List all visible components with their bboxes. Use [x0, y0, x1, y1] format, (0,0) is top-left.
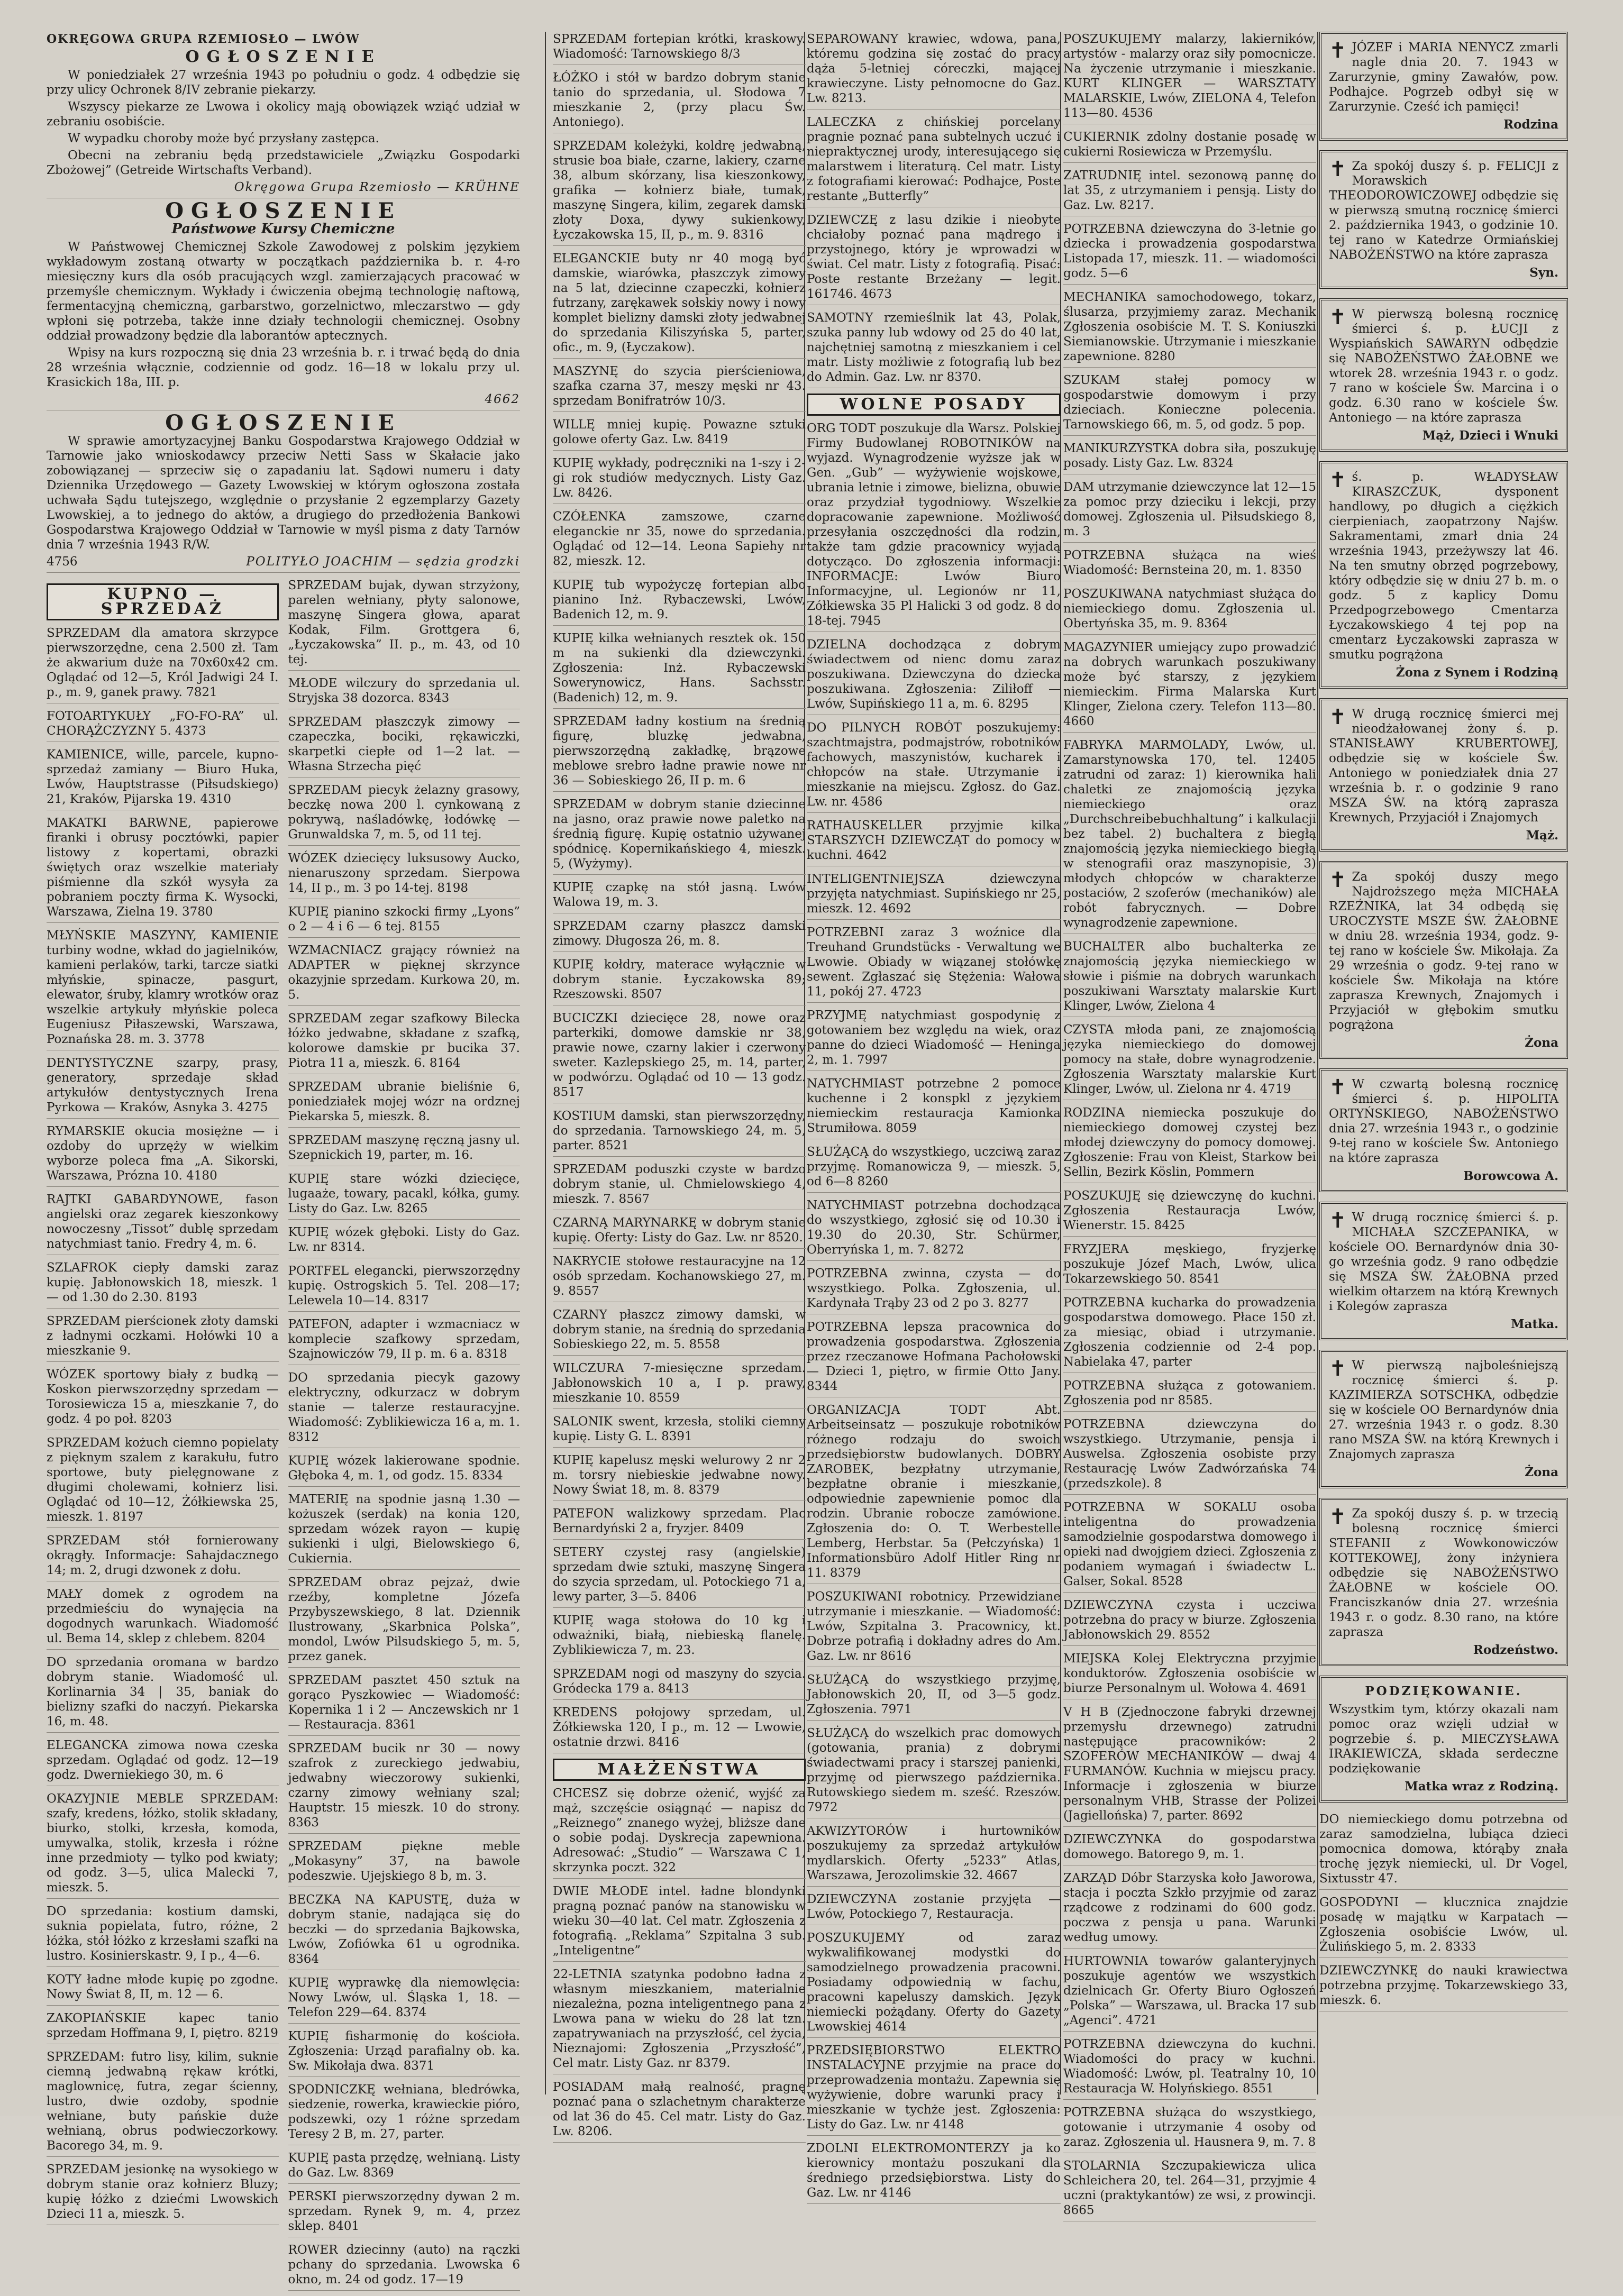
classified-ad: MASZYNĘ do szycia pierścieniowa, szafka czarna 37, meszy męski nr 43. sprzedam Bonifratrów 10/3. — [553, 364, 806, 412]
notice-signature: POLITYŁO JOACHIM — sędzia grodzki — [246, 555, 520, 569]
classified-ad: KUPIĘ wózek głęboki. Listy do Gaz. Lw. nr 8314. — [288, 1225, 521, 1258]
classified-ad: RATHAUSKELLER przyjmie kilka STARSZYCH DZIEWCZĄT do pomocy w kuchni. 4642 — [807, 818, 1061, 866]
classified-ad: ZATRUDNIĘ intel. sezonową pannę do lat 35, z utrzymaniem i pensją. Listy do Gaz. Lw. 8217. — [1063, 168, 1316, 216]
classified-ad: DZIEWCZYNA czysta i uczciwa potrzebna do pracy w biurze. Zgłoszenia Jabłonowskich 29. 8552 — [1063, 1598, 1316, 1646]
classified-ad: DENTYSTYCZNE szarpy, prasy, generatory, sprzedaje skład artykułów dentystycznych Irena Pyrkowa — Kraków, Asnyka 3. 4275 — [47, 1056, 279, 1119]
notice-number: 4756 — [47, 555, 78, 569]
notice-text: W poniedziałek 27 września 1943 po południu o godz. 4 odbędzie się przy ulicy Ochronek 8/IV zebranie piekarzy. — [47, 68, 520, 97]
obituary-text: W czwartą bolesną rocznicę śmierci ś. p. HIPOLITA ORTYŃSKIEGO, NABOŻEŃSTWO dnia 27. września 1943 r., o godzinie 9-tej rano w kościele Św. Antoniego na które zaprasza — [1329, 1077, 1558, 1165]
classified-ad: POTRZEBNA zwinna, czysta — do wszystkiego. Polka. Zgłoszenia, ul. Kardynała Trąby 23 od 2 po 3. 8277 — [807, 1266, 1061, 1314]
section-heading: WOLNE POSADY — [807, 394, 1061, 416]
classified-right — [288, 578, 521, 2296]
classified-ad: KUPIĘ pasta przędzę, wełnianą. Listy do Gaz. Lw. 8369 — [288, 2151, 521, 2184]
classified-ad: WILCZURA 7-miesięczne sprzedam. Jabłonowskich 10 a, I p. prawy, mieszkanie 10. 8559 — [553, 1361, 806, 1409]
column-rule — [545, 32, 546, 2094]
classified-list — [553, 1786, 806, 2143]
classified-ad: POTRZEBNA kucharka do prowadzenia gospodarstwa domowego. Płace 150 zł. za miesiąc, obiad i utrzymanie. Zgłoszenia codziennie od 2-4 pop. Nabielaka 47, parter — [1063, 1295, 1316, 1373]
classified-ad: FABRYKA MARMOLADY, Lwów, ul. Zamarstynowska 170, tel. 12405 zatrudni od zaraz: 1) kierownika hali chaletki ze znajomością języka niemieckiego oraz „Durchschreibebuchhaltung” i kalkulacji bez tabel. 2) buchaltera z biegłą znajomością języka niemieckiego biegłą w stenografii oraz maszynopisie, 3) młodych chłopców w charakterze postaciów, 2 szoferów (mechaników) ale robót fabrycznych. — Dobre wynagrodzenie zapewnione. — [1063, 738, 1316, 934]
notice-text: W sprawie amortyzacyjnej Banku Gospodarstwa Krajowego Oddział w Tarnowie jako wnioskodawcy przeciw Netti Sass w Skałacie jako zobowiązanej — sprzeciw się o zapadaniu lat. Sądowi numeru i daty Dziennika Urzędowego — Gazety Lwowskiej w którym ogłoszona została uchwała Sądu tutejszego, względnie o przysłanie 2 egzemplarzy Gazety Lwowskiej, a to jednego do aktów, a drugiego do przedłożenia Bankowi Gospodarstwa Krajowego Oddział w Tarnowie w myśl pisma z daty Tarnów dnia 7 września 1943 R/W. — [47, 434, 520, 552]
classified-ad: SPRZEDAM dla amatora skrzypce pierwszorzędne, cena 2.500 zł. Tam że akwarium duże na 70x60x42 cm. Oglądać od 12—5, Król Jadwigi 24 I. p., m. 9, ganek prawy. 7821 — [47, 626, 279, 703]
obituary-text: Za spokój duszy ś. p. w trzecią bolesną rocznicę śmierci STEFANII z Wowkonowiczów KOTTEKOWEJ, żony inżyniera odbędzie się NABOŻEŃSTWO ŻAŁOBNE w kościele OO. Franciszkanów dnia 27. września 1943 r. o godz. 8.30 rano, na które zaprasza — [1329, 1507, 1558, 1639]
classified-ad: KUPIĘ kołdry, materace wyłącznie w dobrym stanie. Łyczakowska 89; Rzeszowski. 8507 — [553, 957, 806, 1005]
classified-ad: DAM utrzymanie dziewczynce lat 12—15 za pomoc przy dzieciku i lekcji, przy domowej. Zgłoszenia ul. Piłsudskiego 8, m. 3 — [1063, 480, 1316, 543]
obituary-signature: Mąż, Dzieci i Wnuki — [1422, 428, 1558, 443]
classified-ad: DO sprzedania oromana w bardzo dobrym stanie. Wiadomość ul. Korlinarnia 34 | 35, baniak do bielizny szafki do naczyń. Piekarska 16, m. 48. — [47, 1655, 279, 1733]
classified-ad: RYMARSKIE okucia mosiężne — i ozdoby do uprzęży w wielkim wyborze poleca fma „A. Sikorski, Warszawa, Prózna 10. 4180 — [47, 1124, 279, 1187]
classified-ad: KUPIĘ kilka wełnianych resztek ok. 150 m na sukienki dla dziewczynki. Zgłoszenia: Inż. Rybaczewski Sowerynowicz, Hans. Sachsstr. (Badenich) 12, m. 9. — [553, 631, 806, 709]
classified-ad: SPRZEDAM czarny płaszcz damski zimowy. Długosza 26, m. 8. — [553, 919, 806, 952]
classified-ad: KOTY ładne młode kupię po zgodne. Nowy Świat 8, II, m. 12 — 6. — [47, 1972, 279, 2006]
classified-ad: MECHANIKA samochodowego, tokarz, ślusarza, przyjmiemy zaraz. Mechanik Zgłoszenia osobiście M. T. S. Koniuszki Siemianowskie. Utrzymanie i mieszkanie zapewnione. 8280 — [1063, 290, 1316, 368]
classified-ad: POTRZEBNA W SOKALU osoba inteligentna do prowadzenia samodzielnie gospodarstwa domowego i opieki nad dwojgiem dzieci. Zgłoszenia z podaniem wymagań i świadectw L. Galser, Sokal. 8528 — [1063, 1500, 1316, 1593]
classified-ad: SPRZEDAM obraz pejzaż, dwie rzeźby, kompletne Józefa Przybyszewskiego, 8 lat. Dziennik Ilustrowany, „Skarbnica Polska”, mondol, Lwów Pilsudskiego 5, m. 5, przez ganek. — [288, 1575, 521, 1668]
classified-ad: WZMACNIACZ grający również na ADAPTER w pięknej skrzynce okazyjnie sprzedam. Kurkowa 20, m. 5. — [288, 943, 521, 1006]
classified-subcolumns — [47, 578, 520, 2296]
classified-ad: WÓZEK sportowy biały z budką — Koskon pierwszorzędny sprzedam — Torosiewicza 15 a, mieszkanie 7, do godz. 4 po poł. 8203 — [47, 1367, 279, 1430]
classified-ad: SZLAFROK ciepły damski zaraz kupię. Jabłonowskich 18, mieszk. 1 — od 1.30 do 2.30. 8193 — [47, 1260, 279, 1309]
obituary — [1319, 461, 1568, 689]
cross-icon: ✝ — [1329, 1075, 1347, 1100]
classified-ad: ORGANIZACJA TODT Abt. Arbeitseinsatz — poszukuje robotników różnego rodzaju do swoich przedsiębiorstw budowlanych. DOBRY ZAROBEK, bezpłatny utrzymanie, bezpłatne obranie i mieszkanie, odpowiednie zapewnienie pomoc dla rodzin. Ubranie robocze zamówione. Zgłoszenia do: O. T. Werbestelle Lemberg, Herbstar. 5a (Pełczyńska) 1 Informationsbüro Adolf Hitler Ring nr 11. 8379 — [807, 1403, 1061, 1584]
classified-ad: POSZUKIWANI robotnicy. Przewidziane utrzymanie i mieszkanie. — Wiadomość: Lwów, Szpitalna 3. Pracownicy, kt. Dobrze potrafią i dokładny adres do Am. Gaz. Lw. nr 8616 — [807, 1589, 1061, 1667]
obituary-signature: Rodzeństwo. — [1473, 1643, 1558, 1657]
cross-icon: ✝ — [1329, 1505, 1347, 1529]
classified-ad: PATEFON walizkowy sprzedam. Plac Bernardyński 2 a, fryzjer. 8409 — [553, 1506, 806, 1540]
obituary-text: W pierwszą najboleśniejszą rocznicę śmierci ś. p. KAZIMIERZA SOTSCHKA, odbędzie się w kościele OO Bernardynów dnia 27. września 1943 r. o godz. 8.30 rano MSZA ŚW. na którą Krewnych i Znajomych zaprasza — [1329, 1359, 1558, 1461]
notice-title: OGŁOSZENIE — [165, 198, 402, 223]
classified-ad: BECZKA NA KAPUSTĘ, duża w dobrym stanie, nadająca się do beczki — do sprzedania Bajkowska, Lwów, Zofiówka 61 u ogrodnika. 8364 — [288, 1892, 521, 1970]
classified-ad: POTRZEBNA służąca do wszystkiego, gotowanie i utrzymanie 4 osoby od zaraz. Zgłoszenia ul. Hausnera 9, m. 7. 8 — [1063, 2105, 1316, 2153]
classified-ad: KAMIENICE, wille, parcele, kupno-sprzedaż zamiany — Biuro Huka, Lwów, Hauptstrasse (Piłsudskiego) 21, Kraków, Pijarska 19. 4310 — [47, 747, 279, 810]
classified-ad: MŁYŃSKIE MASZYNY, KAMIENIE turbiny wodne, wkład do jagielników, kamieni perlaków, tarki, tarcze siatki młyńskie, spinacze, pasgurt, elewator, śruby, klamry wrotków oraz wszelkie artykuły młyńskie poleca Eugeniusz Piłaszewski, Warszawa, Poznańska 28. m. 3. 3778 — [47, 928, 279, 1050]
classified-ad: DO sprzedania: kostium damski, suknia popielata, futro, różne, 2 łóżka, stół łóżko z krzesłami szafki na lustro. Kosinierskastr. 9, I p., 4—6. — [47, 1904, 279, 1967]
classified-ad: SPRZEDAM kożuch ciemno popielaty z pięknym szalem z karakułu, futro sportowe, buty pielęgnowane z długimi cholewami, kołnierz lisi. Oglądać od 10—12, Żółkiewska 25, mieszk. 1. 8197 — [47, 1435, 279, 1528]
classified-list — [807, 421, 1061, 2204]
classified-ad: ROWER dziecinny (auto) na rączki pchany do sprzedania. Lwowska 6 okno, m. 24 od godz. 17—19 — [288, 2243, 521, 2291]
classified-ad: WILLĘ mniej kupię. Powazne sztuki golowe oferty Gaz. Lw. 8419 — [553, 417, 806, 451]
classified-ad: KUPIĘ kapelusz męski welurowy 2 nr 2 m. torsry niebieskie jedwabne nowy. Nowy Świat 18, m. 8. 8379 — [553, 1453, 806, 1501]
classified-list — [47, 626, 279, 2225]
classified-left — [47, 578, 279, 2296]
classified-list — [553, 32, 806, 1753]
classified-ad: CZYSTA młoda pani, ze znajomością języka niemieckiego do domowej pomocy na stałe, dobre wynagrodzenie. Zgłoszenia Warsztaty malarskie Kurt Klinger, Lwów, ul. Zielona nr 4. 4719 — [1063, 1022, 1316, 1100]
cross-icon: ✝ — [1329, 468, 1347, 492]
notice-text: W Państwowej Chemicznej Szkole Zawodowej z polskim językiem wykładowym zostaną otwarty w początkach października b. r. 4-ro miesięczny kurs dla osób pracujących wzgl. zamierzających pracować w przemyśle chemicznym. Wykłady i ćwiczenia obejmą technologię naftową, fermentacyjną chemiczną, garbarstwo, gorzelnictwo, mleczarstwo — gdy wpłoni się potrzeba, także inne działy technologii chemicznej. Osobny oddział prowadzony będzie dla laborantów aptecznych. — [47, 240, 520, 343]
classified-ad: KUPIĘ stare wózki dziecięce, lugaaże, towary, pacakl, kółka, gumy. Listy do Gaz. Lw. 8265 — [288, 1172, 521, 1220]
cross-icon: ✝ — [1329, 1357, 1347, 1381]
classified-ad: ZAKOPIAŃSKIE kapec tanio sprzedam Hoffmana 9, I, piętro. 8219 — [47, 2011, 279, 2044]
obituary — [1319, 1350, 1568, 1488]
obituary — [1319, 698, 1568, 852]
classified-ad: SPRZEDAM bujak, dywan strzyżony, parelen wełniany, płyty salonowe, maszynę Singera głowa, aparat Kodak, Film. Grottgera 6, „Łyczakowska” II. p., m. 43, od 10 tej. — [288, 578, 521, 671]
classified-ad: DWIE MŁODE intel. ładne blondynki pragną poznać panów na stanowisku w wieku 30—40 lat. Cel matr. Zgłoszenia z fotografią. „Reklama” Szpitalna 3 sub. „Inteligentne” — [553, 1884, 806, 1962]
obituary-signature: Matka. — [1511, 1317, 1558, 1331]
thanks-signature: Matka wraz z Rodziną. — [1405, 1779, 1558, 1794]
obituary-text: ś. p. WŁADYSŁAW KIRASZCZUK, dysponent handlowy, po długich a ciężkich cierpieniach, zaopatrzony Najśw. Sakramentami, zmarł dnia 24 września 1943, przeżywszy lat 46. Na ten smutny obrzęd pogrzebowy, który odbędzie się w dniu 27 b. m. o godz. 5 z kaplicy Domu Przedpogrzebowego Cmentarza Łyczakowskiego 4 tej pop na cmentarz Łyczakowski zaprasza w smutku pogrążona — [1329, 470, 1558, 662]
classified-ad: DZIEWCZYNKĘ do nauki krawiectwa potrzebna przyjmę. Tokarzewskiego 33, mieszk. 6. — [1319, 1963, 1568, 2011]
classified-ad: AKWIZYTORÓW i hurtowników poszukujemy za sprzedaż artykułów mydlarskich. Oferty „5233” Atlas, Warszawa, Jerozolimskie 32. 4667 — [807, 1824, 1061, 1887]
classified-ad: SPRZEDAM zegar szafkowy Bilecka łóżko jedwabne, składane z szafką, kolorowe damskie pr bucika 37. Piotra 11 a, mieszk. 6. 8164 — [288, 1011, 521, 1074]
classified-ad: NATYCHMIAST potrzebna dochodząca do wszystkiego, zgłosić się od 10.30 i 19.30 do 20.30, Str. Schürmer, Oberryńska 1, m. 7. 8272 — [807, 1198, 1061, 1261]
cross-icon: ✝ — [1329, 157, 1347, 181]
notice-subtitle: Państwowe Kursy Chemiczne — [171, 221, 395, 237]
classified-ad: SPRZEDAM ubranie bieliśnie 6, poniedziałek mojej wózr na ordznej Piekarska 5, mieszk. 8. — [288, 1080, 521, 1128]
classified-ad: SEPAROWANY krawiec, wdowa, pana, któremu godzina się zostać do pracy dąża 5-letniej córeczki, mającej krawieczyne. Listy pełnomocne do Gaz. Lw. 8213. — [807, 32, 1061, 109]
classified-ad: LALECZKA z chińskiej porcelany pragnie poznać pana subtelnych uczuć i niepraktycznej urody, interesującego się malarstwem i literaturą. Cel matr. Listy z fotografiami kierować: Podhajce, Poste restante „Butterfly” — [807, 115, 1061, 207]
classified-ad: POTRZEBNA lepsza pracownica do prowadzenia gospodarstwa. Zgłoszenia przez rzeczanowe Hofmana Pachołowski — Dzieci 1, piętro, w firmie Otto Jany. 8344 — [807, 1320, 1061, 1397]
obituary-text: W drugą rocznicę śmierci ś. p. MICHAŁA SZCZEPANIKA, w kościele OO. Bernardynów dnia 30-go września godz. 9 rano odbędzie się MSZA ŚW. ŻAŁOBNA przed wielkim ołtarzem na którą Krewnych i Kolegów zaprasza — [1329, 1211, 1558, 1313]
classified-ad: SPODNICZKĘ wełniana, bledrówka, siedzenie, rowerka, krawieckie pióro, podszewki, ozy 1 różne sprzedam Teresy 2 B, m. 27, parter. — [288, 2082, 521, 2145]
classified-ad: KUPIĘ fisharmonię do kościoła. Zgłoszenia: Urząd parafialny ob. ka. Sw. Mikołaja dwa. 8371 — [288, 2029, 521, 2077]
classified-list — [288, 578, 521, 2291]
classified-ad: PORTFEL elegancki, pierwszorzędny kupię. Ostrogskich 5. Tel. 208—17; Lelewela 10—14. 8317 — [288, 1264, 521, 1312]
classified-ad: SAMOTNY rzemieślnik lat 43, Polak, szuka panny lub wdowy od 25 do 40 lat, najchętniej samotną z mieszkaniem i cel matr. Listy możliwie z fotografią lub bez do Admin. Gaz. Lw. nr 8370. — [807, 310, 1061, 388]
classified-ad: KUPIĘ wyprawkę dla niemowlęcia: Nowy Lwów, ul. Śląska 1, 18. — Telefon 229—64. 8374 — [288, 1975, 521, 2024]
obituary-signature: Żona z Synem i Rodziną — [1396, 665, 1558, 680]
notice-text: W wypadku choroby może być przysłany zastępca. — [68, 132, 379, 145]
cross-icon: ✝ — [1329, 705, 1347, 729]
classified-ad: KUPIĘ waga stołowa do 10 kg i odważniki, białą, niebieską flanelę. Zyblikiewicza 7, m. 23. — [553, 1613, 806, 1661]
classified-ad: DZIELNA dochodząca z dobrym świadectwem od nienc domu zaraz poszukiwana. Dziewczyna do dziecka poszukiwana. Zgłoszenia: Ziliłoff — Lwów, Supińskiego 11 a, m. 6. 8295 — [807, 637, 1061, 715]
classified-ad: KUPIĘ pianino szkocki firmy „Lyons” o 2 — 4 i 6 — 6 tej. 8155 — [288, 904, 521, 938]
classified-ad: DO niemieckiego domu potrzebna od zaraz samodzielna, lubiąca dzieci pomocnica domowa, którąby znała trochę język niemiecki, ul. Dr Vogel, Sixtusstr 47. — [1319, 1812, 1568, 1890]
cross-icon: ✝ — [1329, 39, 1347, 63]
classified-ad: RAJTKI GABARDYNOWE, fason angielski oraz zegarek kieszonkowy nowoczesny „Tissot” dublę sprzedam natychmiast tanio. Fredry 4, m. 6. — [47, 1192, 279, 1255]
classified-ad: WÓZEK dziecięcy luksusowy Aucko, nienaruszony sprzedam. Sierpowa 14, II p., m. 3 po 14-tej. 8198 — [288, 851, 521, 899]
classified-ad: POTRZEBNA dziewczyna do kuchni. Wiadomości do pracy w kuchni. Wiadomość: Lwów, pl. Teatralny 10, 10 Restauracja W. Holyńskiego. 8551 — [1063, 2037, 1316, 2100]
notice-signature: Okręgowa Grupa Rzemiosło — KRÜHNE — [234, 180, 520, 194]
classified-ad: POTRZEBNA dziewczyna do wszystkiego. Utrzymanie, pensja i Auswelsa. Zgłoszenia osobiste przy Restaurację Lwów Zadwórzańska 74 (przedszkole). 8 — [1063, 1417, 1316, 1495]
obituary — [1319, 1068, 1568, 1192]
notice-chem-courses — [47, 198, 520, 410]
classified-ad: V H B (Zjednoczone fabryki drzewnej przemysłu drzewnego) zatrudni następujące pracowników: 2 SZOFERÓW MECHANIKÓW — dwaj 4 FURMANÓW. Kuchnia w miejscu pracy. Informacje i zgłoszenia w biurze personalnym VHB, Strasse der Polizei (Jagiellońska) 7, parter. 8692 — [1063, 1705, 1316, 1827]
classified-ad: PERSKI pierwszorzędny dywan 2 m. sprzedam. Rynek 9, m. 4, przez sklep. 8401 — [288, 2189, 521, 2237]
classified-ad: SETERY czystej rasy (angielskie) sprzedam dwie sztuki, maszynę Singera do szycia sprzedam, ul. Potockiego 71 a, lewy parter, 3—5. 8406 — [553, 1545, 806, 1608]
obituary-text: JÓZEF i MARIA NENYCZ zmarli nagle dnia 20. 7. 1943 w Zarurzynie, gminy Zawałów, pow. Podhajce. Pogrzeb odbył się w Zarurzynie. Cześć ich pamięci! — [1329, 41, 1558, 114]
obituary — [1319, 1202, 1568, 1340]
thanks-notice — [1319, 1676, 1568, 1803]
classified-ad: ELEGANCKIE buty nr 40 mogą być damskie, wiarówka, płaszczyk zimowy na 5 lat, dziecinne czapeczki, kołnierz futrzany, zarękawek sołskiy nowy i nowy komplet bielizny damski złoty jedwabnej do sprzedania Kiliszyńska 5, parter, ofic., m. 9, (Łyczakow). — [553, 251, 806, 359]
classified-ad: NATYCHMIAST potrzebne 2 pomoce kuchenne i 2 konspkl z językiem niemieckim restauracja Kamionka Strumiłowa. 8059 — [807, 1076, 1061, 1139]
obituary — [1319, 150, 1568, 289]
classified-ad: DZIEWCZĘ z lasu dzikie i nieobyte chciałoby poznać pana mądrego i przystojnego, który je wprowadzi w świat. Cel matr. Listy z fotografią. Pisać: Poste restante Brzeżany — legit. 161746. 4673 — [807, 213, 1061, 305]
classified-ad: FRYZJERA męskiego, fryzjerkę poszukuje Józef Mach, Lwów, ulica Tokarzewskiego 50. 8541 — [1063, 1242, 1316, 1290]
classified-ad: KOSTIUM damski, stan pierwszorzędny, do sprzedania. Tarnowskiego 24, m. 5, parter. 8521 — [553, 1109, 806, 1157]
notice-bank — [47, 410, 520, 573]
obituary — [1319, 298, 1568, 452]
obituary-signature: Żona — [1525, 1036, 1558, 1050]
classified-ad: DZIEWCZYNKA do gospodarstwa domowego. Batorego 9, m. 1. — [1063, 1832, 1316, 1865]
notice-text: Wpisy na kurs rozpoczną się dnia 23 września b. r. i trwać będą do dnia 28 września włącznie, codziennie od godz. 16—18 w lokalu przy ul. Krasickich 18a, III. p. — [47, 346, 520, 389]
classified-ad: MAŁY domek z ogrodem na przedmieściu do wynajęcia na dogodnych warunkach. Wiadomość ul. Bema 14, sklep z chlebem. 8204 — [47, 1587, 279, 1650]
classified-ad: PRZYJMĘ natychmiast gospodynię z gotowaniem bez względu na wiek, oraz panne do dzieci Wiadomość — Heninga 2, m. 1. 7997 — [807, 1008, 1061, 1071]
classified-ad: SPRZEDAM koleżyki, koldrę jedwabną, strusie boa białe, czarne, lakiery, czarne 38, album skórzany, lisa kieszonkowy, grafika — kołnierz białe, tumak, maszynę Singera, kilim, zegarek damski złoty Doxa, dywy sukienkowy, Łyczakowska 15, II, p., m. 9. 8316 — [553, 139, 806, 246]
column-1 — [47, 32, 520, 2286]
classified-ad: ZARZĄD Dóbr Starzyska koło Jaworowa, stacja i poczta Szkło przyjmie od zaraz rządcowe z rodzinami do 600 godz. poczwa z pensja u pana. Warunki według umowy. — [1063, 1871, 1316, 1949]
classified-ad: CUKIERNIK zdolny dostanie posadę w cukierni Rosiewicza w Przemyślu. — [1063, 130, 1316, 163]
section-heading: KUPNO — SPRZEDAŻ — [47, 583, 279, 620]
column-4 — [1063, 32, 1316, 2217]
classified-ad: FOTOARTYKUŁY „FO-FO-RA” ul. CHORĄŻCZYZNY 5. 4373 — [47, 709, 279, 742]
classified-ad: SPRZEDAM piękne meble „Mokasyny” 37, na bawole podeszwie. Ujejskiego 8 b, m. 3. — [288, 1839, 521, 1887]
classified-ad: POTRZEBNA służąca z gotowaniem. Zgłoszenia pod nr 8585. — [1063, 1378, 1316, 1412]
classified-ad: BUCICZKI dziecięce 28, nowe oraz parterkiki, domowe damskie nr 38, prawie nowe, czarny lakier i czerwony sweter. Kazlepskiego 25, m. 14, parter, w podwórzu. Oglądać od 10 — 13 godz. 8517 — [553, 1011, 806, 1103]
obituary-signature: Borowcowa A. — [1463, 1169, 1558, 1183]
classified-ad: MANIKURZYSTKA dobra siła, poszukuję posady. Listy Gaz. Lw. 8324 — [1063, 441, 1316, 474]
classified-ad: POTRZEBNA dziewczyna do 3-letnie go dziecka i prowadzenia gospodarstwa Listopada 17, mieszk. 11. — wiadomości godz. 5—6 — [1063, 222, 1316, 285]
classified-ad: POSIADAM małą realność, pragnę poznać pana o szlachetnym charakterze od lat 36 do 45. Cel matr. Listy do Gaz. Lw. 8206. — [553, 2080, 806, 2143]
section-heading: MAŁŻEŃSTWA — [553, 1759, 806, 1781]
classified-ad: RODZINA niemiecka poszukuje do niemieckiego domowej czystej bez młodej dziewczyny do pomocy domowej. Zgłoszenie: Frau von Kleist, Starkow bei Sellin, Bezirk Köslin, Pommern — [1063, 1105, 1316, 1183]
classified-ad: PRZEDSIĘBIORSTWO ELEKTRO INSTALACYJNE przyjmie na prace do przeprowadzenia montażu. Zapewnia się wyżywienie, dobre warunki pracy i mieszkanie w tychże jest. Zgłoszenia: Listy do Gaz. Lw. nr 4148 — [807, 2043, 1061, 2136]
classified-list — [1319, 1812, 1568, 2011]
classified-ad: POTRZEBNA służąca na wieś Wiadomość: Bernsteina 20, m. 1. 8350 — [1063, 548, 1316, 581]
classified-ad: STOLARNIA Szczupakiewicza ulica Schleichera 20, tel. 264—31, przyjmie 4 uczni (praktykantów) ze wsi, z prowincji. 8665 — [1063, 2158, 1316, 2221]
classified-ad: MŁODE wilczury do sprzedania ul. Stryjska 38 dozorca. 8343 — [288, 676, 521, 709]
classified-ad: SPRZEDAM pierścionek złoty damski z ładnymi oczkami. Hołówki 10 a mieszkanie 9. — [47, 1314, 279, 1362]
classified-ad: KUPIĘ wózek lakierowane spodnie. Głęboka 4, m. 1, od godz. 15. 8334 — [288, 1453, 521, 1487]
obituary — [1319, 32, 1568, 141]
classified-ad: SPRZEDAM w dobrym stanie dziecinne na jasno, oraz prawie nowe paletko na średnią figurę. Kupię ostatnio używanej spódnicę. Kopernikańskiego 4, mieszk. 5, (Wyżymy). — [553, 797, 806, 875]
obituary-signature: Syn. — [1529, 266, 1558, 280]
cross-icon: ✝ — [1329, 305, 1347, 330]
obituary — [1319, 861, 1568, 1059]
classified-ad: ZDOLNI ELEKTROMONTERZY ja ko kierownicy montażu poszukani dla średniego przedsiębiorstwa. Listy do Gaz. Lw. nr 4146 — [807, 2141, 1061, 2204]
column-3 — [807, 32, 1061, 2200]
classified-ad: SPRZEDAM stół fornierowany okrągły. Informacje: Sahajdacznego 14; m. 2, drugi dzwonek z dołu. — [47, 1533, 279, 1581]
column-5 — [1319, 32, 1568, 2100]
classified-ad: SPRZEDAM pasztet 450 sztuk na gorąco Pyszkowiec — Wiadomość: Kopernika 1 i 2 — Anczewskich nr 1 — Restauracja. 8361 — [288, 1673, 521, 1736]
classified-ad: POSZUKUJĘ się dziewczynę do kuchni. Zgłoszenia Restauracja Lwów, Wienerstr. 15. 8425 — [1063, 1188, 1316, 1237]
classified-ad: GOSPODYNI — klucznica znajdzie posadę w majątku w Karpatach — Zgłoszenia osobiście Lwów, ul. Żulińskiego 5, m. 2. 8333 — [1319, 1895, 1568, 1958]
classified-ad: DO sprzedania piecyk gazowy elektryczny, odkurzacz w dobrym stanie — talerze restauracyjne. Wiadomość: Zyblikiewicza 16 a, m. 1. 8312 — [288, 1370, 521, 1448]
classified-ad: KUPIĘ czapkę na stół jasną. Lwów Walowa 19, m. 3. — [553, 880, 806, 913]
classified-ad: MAGAZYNIER umiejący zupo prowadzić na dobrych warunkach poszukiwany może być starszy, z językiem niemieckim. Firma Malarska Kurt Klinger, Zielona czery. Telefon 113—80. 4660 — [1063, 640, 1316, 733]
classified-list — [1063, 32, 1316, 2221]
thanks-title: PODZIĘKOWANIE. — [1365, 1684, 1522, 1698]
classified-ad: DZIEWCZYNA zostanie przyjęta — Lwów, Potockiego 7, Restauracja. — [807, 1892, 1061, 1925]
classified-ad: MIEJSKA Kolej Elektryczna przyjmie konduktorów. Zgłoszenia osobiście w biurze Personalnym ul. Wołowa 4. 4691 — [1063, 1651, 1316, 1699]
classified-ad: SŁUŻĄCĄ do wszystkiego, uczciwą zaraz przyjmę. Romanowicza 9, — mieszk. 5, od 6—8 8260 — [807, 1145, 1061, 1193]
obituary-text: Za spokój duszy mego Najdroższego męża MICHAŁA RZEŹNIKA, lat 34 odbędą się UROCZYSTE MSZE ŚW. ŻAŁOBNE w dniu 28. września 1934, godz. 9-tej rano w kościele Św. Mikołaja. Za 29 września o godz. 9-tej rano w kościele Św. Mikołaja na które zaprasza Krewnych, Znajomych i Przyjaciół w głębokim smutku pogrążona — [1329, 870, 1558, 1032]
obituary-signature: Mąż. — [1526, 828, 1558, 843]
classified-ad: SŁUŻĄCĄ do wszelkich prac domowych (gotowania, prania) z dobrymi świadectwami pracy i starszej panienki, przyjmę od pierwszego października. Rutowskiego siedem m. sześć. Rzeszów. 7972 — [807, 1726, 1061, 1818]
classified-ad: HURTOWNIA towarów galanteryjnych poszukuje agentów we wszystkich dzielnicach Gr. Oferty Biuro Ogłoszeń „Polska” — Warszawa, ul. Bracka 17 sub „Agenci”. 4721 — [1063, 1954, 1316, 2032]
classified-ad: CZARNĄ MARYNARKĘ w dobrym stanie kupię. Oferty: Listy do Gaz. Lw. nr 8520. — [553, 1215, 806, 1249]
classified-ad: CHCESZ się dobrze ożenić, wyjść za mąż, szczęście osiągnąć — napisz do „Reiznego” znanego wyżej, bliższe dane o sobie podaj. Dyskrecja zapewniona. Adresować: „Studio” — Warszawa C 1, skrzynka poczt. 322 — [553, 1786, 806, 1879]
obituary-list — [1319, 32, 1568, 1666]
classified-ad: SPRZEDAM fortepian krótki, kraskowy. Wiadomość: Tarnowskiego 8/3 — [553, 32, 806, 65]
notice-text: Wszyscy piekarze ze Lwowa i okolicy mają obowiązek wziąć udział w zebraniu osobiście. — [47, 100, 520, 129]
classified-ad: SALONIK swent, krzesła, stoliki ciemny kupię. Listy G. L. 8391 — [553, 1414, 806, 1448]
classified-ad: SPRZEDAM: futro lisy, kilim, suknie ciemną jedwabną rękaw krótki, maglownicę, futra, zegar ścienny, lustro, dwie ozdoby, spodnie wełniane, buty pańskie duże wełnianą, obrus podwieczorkowy. Bacorego 34, m. 9. — [47, 2050, 279, 2157]
notice-title: OGŁOSZENIE — [185, 48, 381, 66]
classified-ad: CZÓŁENKA zamszowe, czarne eleganckie nr 35, nowe do sprzedania. Oglądać od 12—14. Leona Sapiehy nr 82, mieszk. 12. — [553, 509, 806, 572]
classified-ad: CZARNY płaszcz zimowy damski, w dobrym stanie, na średnią do sprzedania Sobieskiego 22, m. 5. 8558 — [553, 1307, 806, 1356]
notice-bakers — [47, 32, 520, 198]
obituary-text: Za spokój duszy ś. p. FELICJI z Morawskich THEODOROWICZOWEJ odbędzie się w pierwszą smutną rocznicę śmierci 2. października 1943, o godzinie 10. tej rano w Katedrze Ormiańskiej NABOŻEŃSTWO na które zaprasza — [1329, 159, 1558, 262]
classified-ad: ELEGANCKA zimowa nowa czeska sprzedam. Oglądać od godz. 12—19 godz. Dwerniekiego 30, m. 6 — [47, 1738, 279, 1786]
obituary-text: W drugą rocznicę śmierci mej nieodżałowanej żony ś. p. STANISŁAWY KRUBERTOWEJ, odbędzie się w kościele Św. Antoniego w poniedziałek dnia 27 września b. r. o godzinie 9 rano MSZA ŚW. na którą zaprasza Krewnych, Przyjaciół i Znajomych — [1329, 707, 1558, 825]
classified-list — [807, 32, 1061, 388]
classified-ad: KUPIĘ tub wypożyczę fortepian albo pianino Inż. Rybaczewski, Lwów, Badenich 12, m. 9. — [553, 578, 806, 626]
obituary-signature: Żona — [1525, 1465, 1558, 1479]
classified-ad: ORG TODT poszukuje dla Warsz. Polskiej Firmy Budowlanej ROBOTNIKÓW na wyjazd. Wynagrodzenie wyższe jak w Gen. „Gub” — wyżywienie wojskowe, ubrania letnie i zimowe, bielizna, obuwie oraz przydział tygodniowy. Wszelkie dopracowanie zapewnione. Możliwość przesyłania oszczędności dla rodzin, także tam gdzie pracownicy wyjadą dotycząco. Do zgłoszenia informacji: INFORMACJE: Lwów Biuro Informacyjne, ul. Legionów nr 11, Zółkiewska 35 Pl Halicki 3 od godz. 8 do 18-tej. 7945 — [807, 421, 1061, 632]
classified-ad: KREDENS połojowy sprzedam, ul. Żółkiewska 120, I p., m. 12 — Lwowie, ostatnie drzwi. 8416 — [553, 1705, 806, 1753]
classified-ad: MAKATKI BARWNE, papierowe firanki i obrusy pocztówki, papier listowy z kopertami, obrazki świętych oraz wszelkie materiały piśmienne dla szkół wysyła za pobraniem poczty firma K. Wysocki, Warszawa, Zielna 19. 3780 — [47, 816, 279, 923]
obituary-text: W pierwszą bolesną rocznicę śmierci ś. p. ŁUCJI z Wyspiańskich SAWARYN odbędzie się NABOŻEŃSTWO ŻAŁOBNE we wtorek 28. września 1943 r. o godz. 7 rano w kościele Św. Marcina i o godz. 6.30 rano w kościele Św. Antoniego — na które zaprasza — [1329, 307, 1558, 425]
classified-ad: NAKRYCIE stołowe restauracyjne na 12 osób sprzedam. Kochanowskiego 27, m. 9. 8557 — [553, 1254, 806, 1302]
cross-icon: ✝ — [1329, 1209, 1347, 1233]
classified-ad: SPRZEDAM bucik nr 30 — nowy szafrok z zureckiego jedwabiu, jedwabny wieczorowy sukienki, czarny zimowy wełniany szal; Hauptstr. 15 mieszk. 10 do strony. 8363 — [288, 1741, 521, 1834]
classified-ad: PATEFON, adapter i wzmacniacz w komplecie szafkowy sprzedam, Szajnowiczów 79, II p. m. 6 a. 8318 — [288, 1317, 521, 1365]
cross-icon: ✝ — [1329, 868, 1347, 892]
classified-ad: POSZUKIWANA natychmiast służąca do niemieckiego domu. Zgłoszenia ul. Obertyńska 35, m. 9. 8364 — [1063, 587, 1316, 635]
classified-ad: POSZUKUJEMY malarzy, lakierników, artystów - malarzy oraz siły pomocnicze. Na życzenie utrzymanie i mieszkanie. KURT KLINGER — WARSZTATY MALARSKIE, Lwów, ZIELONA 4, Telefon 113—80. 4536 — [1063, 32, 1316, 124]
classified-ad: SPRZEDAM piecyk żelazny grasowy, beczkę nowa 200 l. cynkowaną z pokrywą, naśladówkę, łodówkę — Grunwaldska 7, m. 5, od 11 tej. — [288, 783, 521, 846]
notice-header: OKRĘGOWA GRUPA RZEMIOSŁO — LWÓW — [47, 32, 360, 46]
notice-text: Obecni na zebraniu będą przedstawiciele „Związku Gospodarki Zbożowej” (Getreide Wirtschafts Verband). — [47, 149, 520, 177]
classified-ad: INTELIGENTNIEJSZA dziewczyna przyjęta natychmiast. Supińskiego nr 25, mieszk. 12. 4692 — [807, 872, 1061, 920]
classified-ad: MATERIĘ na spodnie jasną 1.30 — kożuszek (serdak) na konia 120, sprzedam wózek rayon — kupię sukienki i ulgi, Bielowskiego 6, Cukiernia. — [288, 1492, 521, 1570]
classified-ad: POTRZEBNI zaraz 3 woźnice dla Treuhand Grundstücks - Verwaltung we Lwowie. Obiady w wiązanej stołówkę sewent. Zgłaszać się Stężenia: Wałowa 11, pokój 27. 4723 — [807, 925, 1061, 1003]
notice-title: OGŁOSZENIE — [165, 410, 402, 435]
classified-ad: SPRZEDAM płaszczyk zimowy — czapeczka, bociki, rękawiczki, skarpetki ciepłe od 1—2 lat. — Własna Strzecha pięć — [288, 715, 521, 777]
column-rule — [1317, 32, 1318, 2094]
obituary — [1319, 1498, 1568, 1666]
classified-ad: SPRZEDAM maszynę ręczną jasny ul. Szepnickich 19, parter, m. 16. — [288, 1133, 521, 1166]
classified-ad: SPRZEDAM ładny kostium na średnią figurę, bluzkę jedwabna, pierwszorzędną zakładkę, brązowe meblowe srebro ładne prawie nowe nr 36 — Sobieskiego 26, II p. m. 6 — [553, 714, 806, 792]
classified-ad: KUPIĘ wykłady, podręczniki na 1-szy i 2-gi rok studiów medycznych. Listy Gaz. Lw. 8426. — [553, 456, 806, 504]
classified-ad: SŁUŻĄCĄ do wszystkiego przyjmę, Jabłonowskich 20, II, od 3—5 godz. Zgłoszenia. 7971 — [807, 1672, 1061, 1721]
classified-ad: OKAZYJNIE MEBLE SPRZEDAM: szafy, kredens, łóżko, stolik składany, biurko, stolki, krzesła, komoda, umywalka, stolik, krzesła i różne inne przedmioty — tylko pod kwiaty; od godz. 3—5, ulica Malecki 7, mieszk. 5. — [47, 1791, 279, 1899]
classified-ad: BUCHALTER albo buchalterka ze znajomością języka niemieckiego w słowie i piśmie na dobrych warunkach poszukiwani Warsztaty malarskie Kurt Klinger, Lwów, Zielona 4 — [1063, 939, 1316, 1017]
column-2 — [553, 32, 806, 2138]
obituary-signature: Rodzina — [1503, 117, 1558, 132]
classified-ad: 22-LETNIA szatynka podobno ładna z własnym mieszkaniem, materialnie niezależna, pozna inteligentnego pana z Lwowa pana w wieku do 28 lat tzn. zapatrywaniach na przyszłość, cel życia, Nieznajomi: Zgłoszenia „Przyszłość”, Cel matr. Listy Gaz. nr 8379. — [553, 1967, 806, 2074]
classified-ad: DO PILNYCH ROBÓT poszukujemy: szachtmajstra, podmajstrów, robotników fachowych, maszynistów, kucharek i chłopców na stałe. Utrzymanie i mieszkanie na miejscu. Zgłosz. do Gaz. Lw. nr. 4586 — [807, 720, 1061, 813]
classified-ad: ŁÓŻKO i stół w bardzo dobrym stanie tanio do sprzedania, ul. Słodowa 7 mieszkanie 2, (przy placu Św. Antoniego). — [553, 70, 806, 133]
classified-ad: SPRZEDAM jesionkę na wysokiego w dobrym stanie oraz kołnierz Bluzy; kupię łóżko z dziećmi Lwowskich Dzieci 11 a, mieszk. 5. — [47, 2162, 279, 2225]
classified-ad: SPRZEDAM nogi od maszyny do szycia. Gródecka 179 a. 8413 — [553, 1667, 806, 1700]
thanks-text: Wszystkim tym, którzy okazali nam pomoc oraz wzięli udział w pogrzebie ś. p. MIECZYSŁAWA IRAKIEWICZA, składa serdeczne podziękowanie — [1329, 1703, 1558, 1776]
notice-number: 4662 — [485, 392, 520, 406]
classified-ad: SPRZEDAM poduszki czyste w bardzo dobrym stanie, ul. Chmielowskiego 4, mieszk. 7. 8567 — [553, 1162, 806, 1210]
classified-ad: SZUKAM stałej pomocy w gospodarstwie domowym i przy dzieciach. Konieczne polecenia. Tarnowskiego 66, m. 5, od godz. 5 pop. — [1063, 373, 1316, 436]
classified-ad: POSZUKUJEMY od zaraz wykwalifikowanej modystki do samodzielnego prowadzenia pracowni. Posiadamy odpowiednią w fachu, pracowni kapeluszy damskich. Język niemiecki pożądany. Oferty do Gazety Lwowskiej 4614 — [807, 1931, 1061, 2038]
